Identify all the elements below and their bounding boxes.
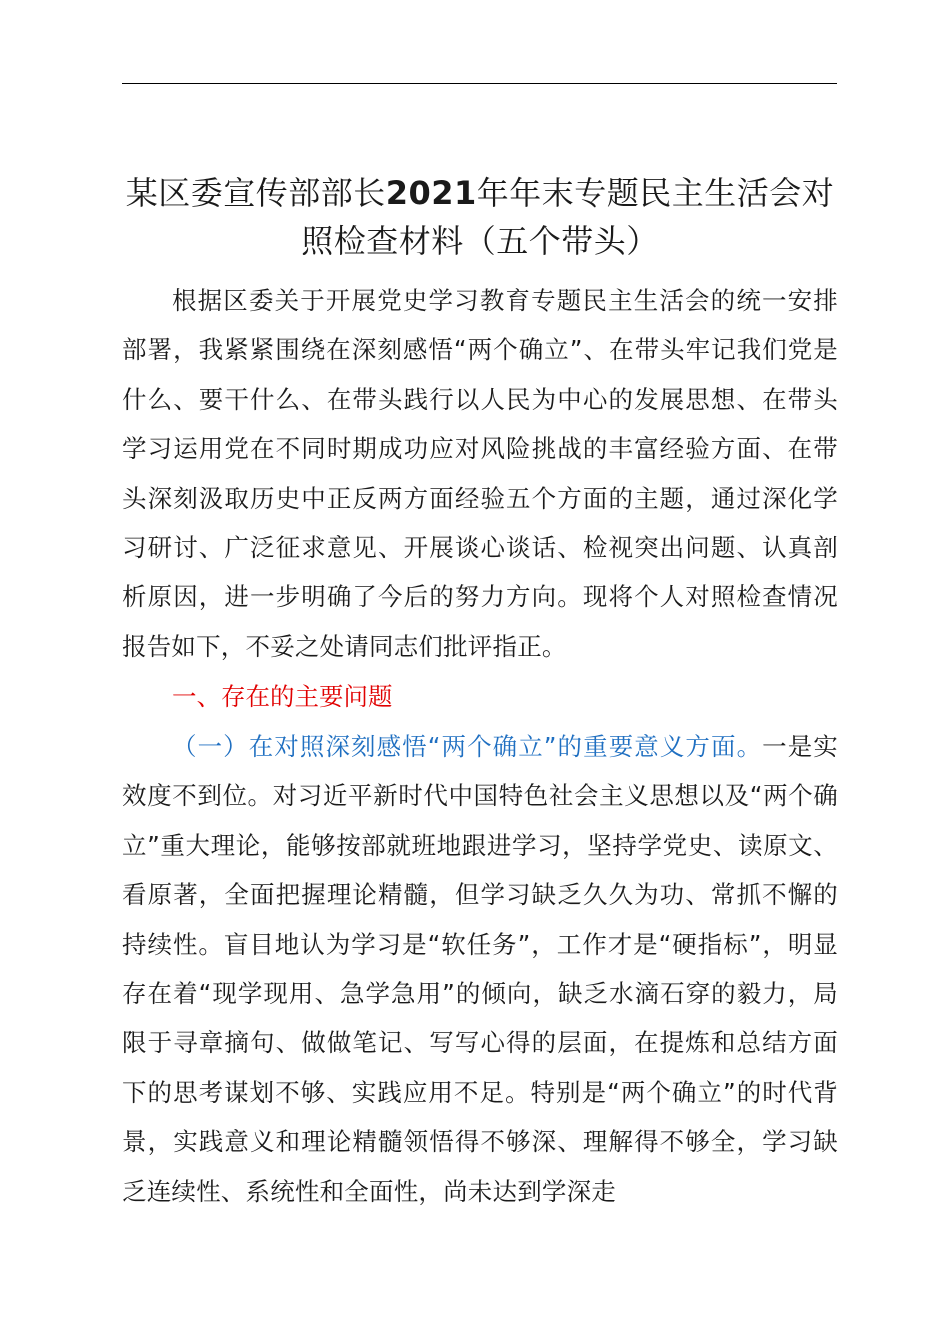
document-title (110, 169, 850, 265)
subsection-paragraph (122, 722, 838, 1216)
title-year: 2021 (385, 174, 477, 213)
header-rule (122, 83, 837, 84)
title-prefix: 某区委宣传部部长 (125, 174, 386, 213)
subsection-heading: （一）在对照深刻感悟“两个确立”的重要意义方面。 (172, 732, 763, 761)
subsection-body: 一是实效度不到位。对习近平新时代中国特色社会主义思想以及“两个确立”重大理论，能够按部就班地跟进学习，坚持学党史、读原文、看原著，全面把握理论精髓，但学习缺乏久久为功、常抓不懈的持续性。盲目地认为学习是“软任务”，工作才是“硬指标”，明显存在着“现学现用、急学急用”的倾向，缺乏水滴石穿的毅力，局限于寻章摘句、做做笔记、写写心得的层面，在提炼和总结方面下的思考谋划不够、实践应用不足。特别是“两个确立”的时代背景，实践意义和理论精髓领悟得不够深、理解得不够全，学习缺乏连续性、系统性和全面性，尚未达到学深走 (122, 732, 838, 1206)
section-heading: 一、存在的主要问题 (172, 682, 393, 711)
title-suffix: 年年末专题民主生活会对照检查材料（五个带头） (301, 174, 835, 261)
intro-paragraph: 根据区委关于开展党史学习教育专题民主生活会的统一安排部署，我紧紧围绕在深刻感悟“两个确立”、在带头牢记我们党是什么、要干什么、在带头践行以人民为中心的发展思想、在带头学习运用党在不同时期成功应对风险挑战的丰富经验方面、在带头深刻汲取历史中正反两方面经验五个方面的主题，通过深化学习研讨、广泛征求意见、开展谈心谈话、检视突出问题、认真剖析原因，进一步明确了今后的努力方向。现将个人对照检查情况报告如下，不妥之处请同志们批评指正。 (122, 286, 838, 661)
